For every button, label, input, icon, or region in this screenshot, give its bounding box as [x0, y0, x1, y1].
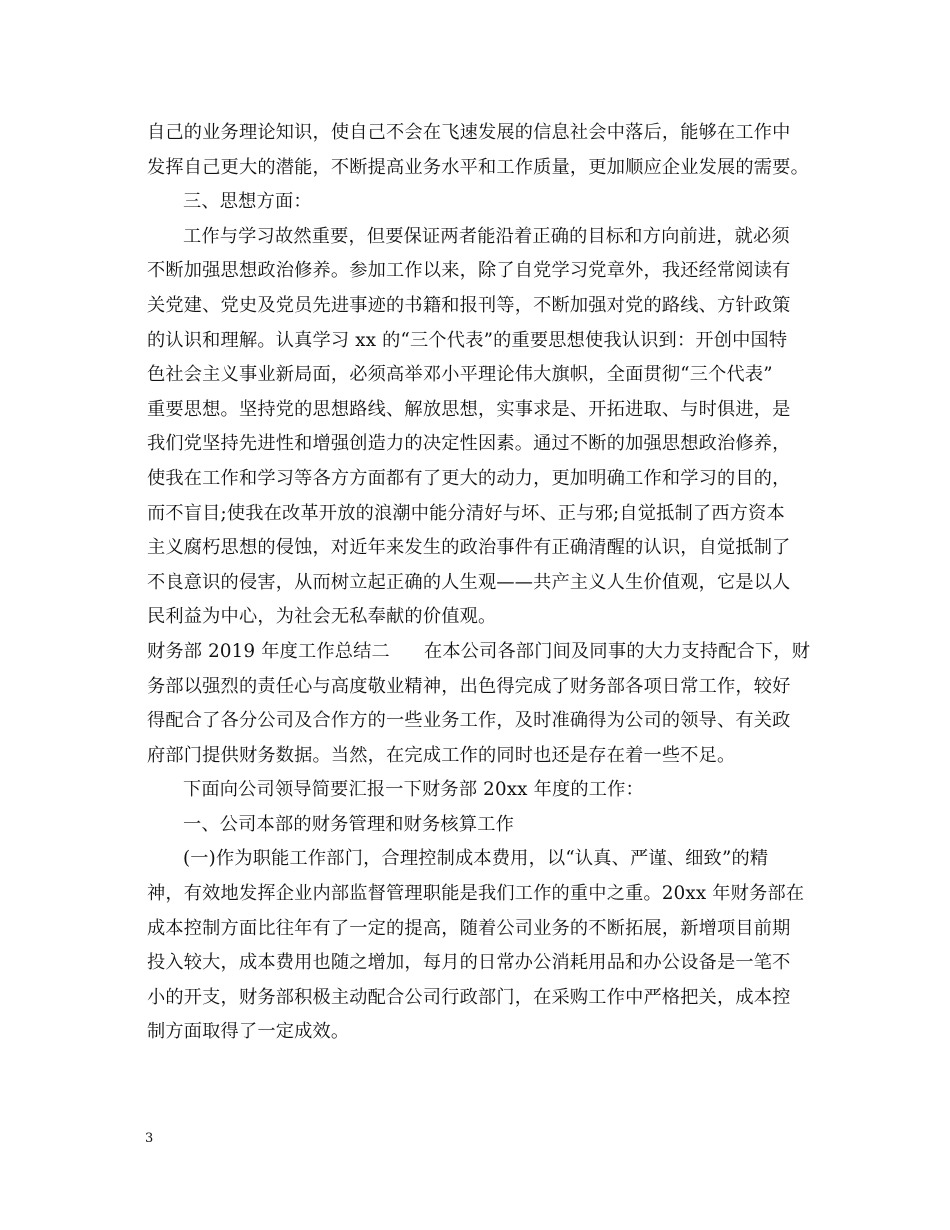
- paragraph-line: 色社会主义事业新局面，必须高举邓小平理论伟大旗帜，全面贯彻“三个代表”: [147, 364, 773, 386]
- paragraph-line: 得配合了各分公司及合作方的一些业务工作，及时准确得为公司的领导、有关政: [147, 710, 791, 732]
- paragraph-line: 投入较大，成本费用也随之增加，每月的日常办公消耗用品和办公设备是一笔不: [147, 952, 791, 974]
- section-heading-finance: 一、公司本部的财务管理和财务核算工作: [183, 813, 514, 835]
- paragraph-line: 的认识和理解。认真学习 xx 的“三个代表”的重要思想使我认识到：开创中国特: [147, 329, 788, 351]
- paragraph-line: 民利益为中心，为社会无私奉献的价值观。: [147, 606, 497, 628]
- paragraph-line: 不断加强思想政治修养。参加工作以来，除了自党学习党章外，我还经常阅读有: [147, 260, 791, 282]
- summary-intro: 在本公司各部门间及同事的大力支持配合下，财: [423, 640, 811, 662]
- paragraph-line: 府部门提供财务数据。当然，在完成工作的同时也还是存在着一些不足。: [147, 744, 736, 766]
- paragraph-line: 主义腐朽思想的侵蚀，对近年来发生的政治事件有正确清醒的认识，自觉抵制了: [147, 537, 791, 559]
- page-number: 3: [145, 1131, 154, 1146]
- paragraph-line: 神，有效地发挥企业内部监督管理职能是我们工作的重中之重。20xx 年财务部在: [147, 883, 805, 905]
- paragraph-line: 自己的业务理论知识，使自己不会在飞速发展的信息社会中落后，能够在工作中: [147, 122, 791, 143]
- summary-title: 财务部 2019 年度工作总结二: [147, 640, 390, 662]
- paragraph-line: 而不盲目;使我在改革开放的浪潮中能分清好与坏、正与邪;自觉抵制了西方资本: [147, 502, 785, 524]
- paragraph-line: 务部以强烈的责任心与高度敬业精神，出色得完成了财务部各项日常工作，较好: [147, 675, 791, 697]
- paragraph-line: 工作与学习故然重要，但要保证两者能沿着正确的目标和方向前进，就必须: [183, 225, 790, 247]
- paragraph-line: 制方面取得了一定成效。: [147, 1021, 350, 1043]
- section-heading-thought: 三、思想方面：: [183, 191, 312, 213]
- paragraph-line: 不良意识的侵害，从而树立起正确的人生观——共产主义人生价值观，它是以人: [147, 571, 791, 593]
- paragraph-line: 成本控制方面比往年有了一定的提高，随着公司业务的不断拓展，新增项目前期: [147, 917, 791, 939]
- paragraph-line: (一)作为职能工作部门，合理控制成本费用，以“认真、严谨、细致”的精: [183, 848, 769, 870]
- document-body: [147, 116, 817, 1050]
- paragraph-line: 使我在工作和学习等各方方面都有了更大的动力，更加明确工作和学习的目的，: [147, 467, 791, 489]
- paragraph-line: 下面向公司领导简要汇报一下财务部 20xx 年度的工作：: [183, 779, 644, 801]
- summary-heading-line: [147, 635, 817, 670]
- paragraph-line: 发挥自己更大的潜能，不断提高业务水平和工作质量，更加顺应企业发展的需要。: [147, 156, 809, 178]
- paragraph-line: 小的开支，财务部积极主动配合公司行政部门，在采购工作中严格把关，成本控: [147, 986, 791, 1008]
- paragraph-line: 重要思想。坚持党的思想路线、解放思想，实事求是、开拓进取、与时俱进，是: [147, 398, 791, 420]
- paragraph-line: 我们党坚持先进性和增强创造力的决定性因素。通过不断的加强思想政治修养，: [147, 433, 791, 455]
- paragraph-line: 关党建、党史及党员先进事迹的书籍和报刊等，不断加强对党的路线、方针政策: [147, 294, 791, 316]
